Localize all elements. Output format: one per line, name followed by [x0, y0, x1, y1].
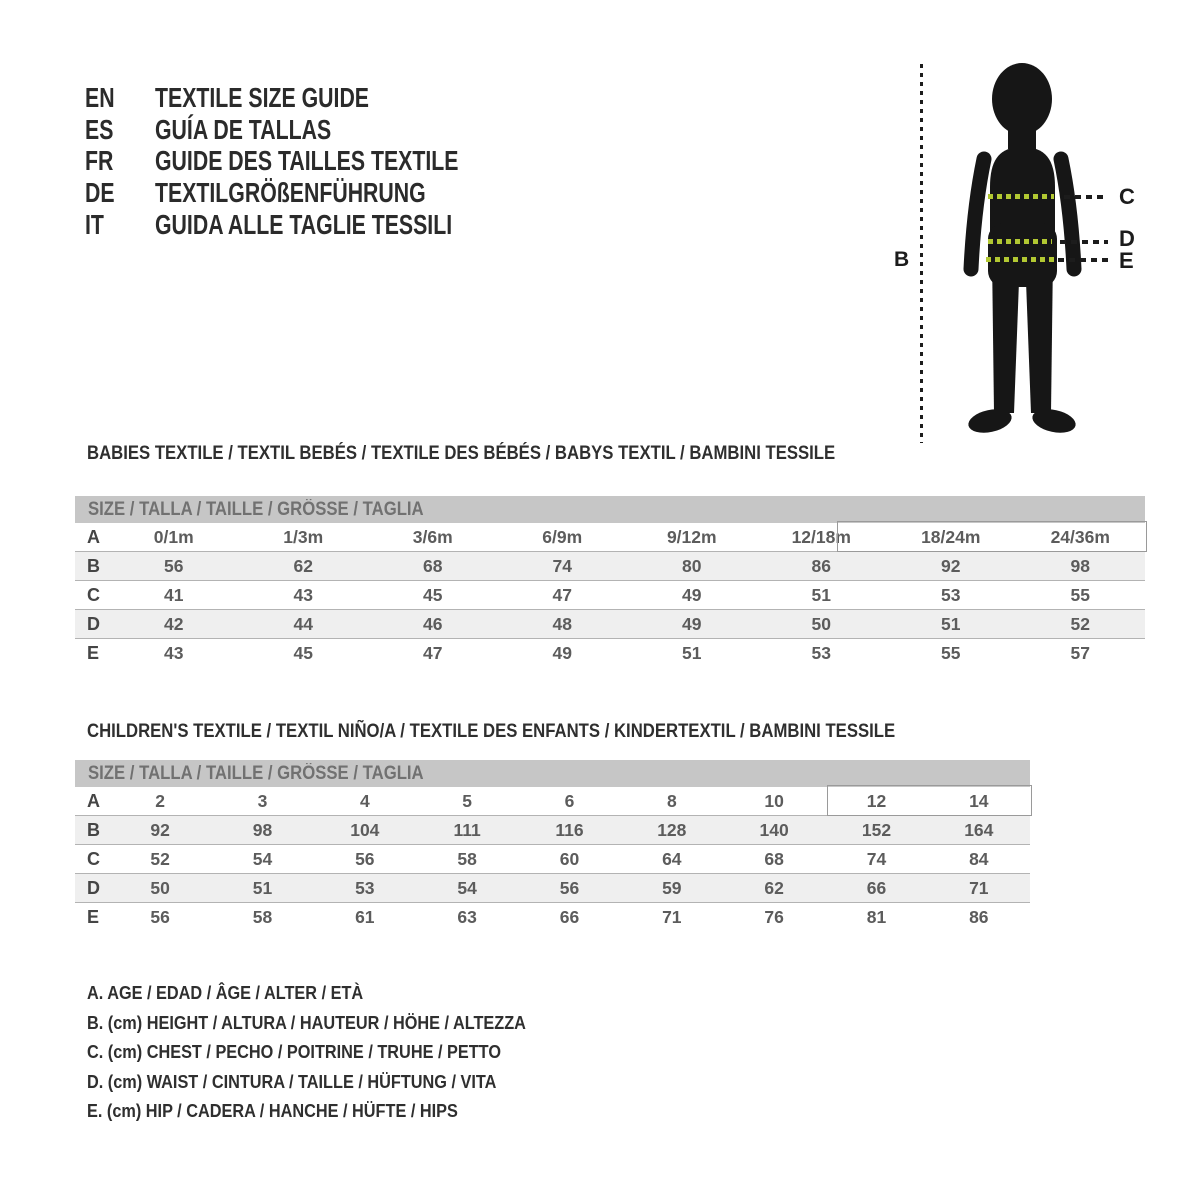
table-row-chest	[75, 581, 1145, 610]
table-cell: 46	[368, 610, 498, 639]
table-cell: 53	[314, 874, 416, 903]
waist-measure-line	[988, 239, 1052, 244]
table-cell: 116	[518, 816, 620, 845]
language-row	[85, 114, 554, 146]
language-code: EN	[85, 82, 115, 113]
table-cell: 42	[109, 610, 239, 639]
legend-row-waist: D. (cm) WAIST / CINTURA / TAILLE / HÜFTUNG / VITA	[87, 1070, 497, 1092]
table-cell: 55	[886, 639, 1016, 668]
row-label: B	[75, 816, 109, 845]
table-cell: 10	[764, 790, 784, 811]
table-cell: 98	[211, 816, 313, 845]
row-label: B	[75, 552, 109, 581]
table-cell: 71	[621, 903, 723, 932]
table-cell: 68	[368, 552, 498, 581]
table-cell: 86	[928, 903, 1030, 932]
table-cell: 57	[1016, 639, 1146, 668]
row-label: E	[75, 639, 109, 668]
table-cell: 58	[416, 845, 518, 874]
table-cell: 45	[239, 639, 369, 668]
waist-pointer-line	[1060, 240, 1108, 244]
babies-table-title: BABIES TEXTILE / TEXTIL BEBÉS / TEXTILE DES BÉBÉS / BABYS TEXTIL / BAMBINI TESSILE	[87, 443, 836, 464]
legend-row-age: A. AGE / EDAD / ÂGE / ALTER / ETÀ	[87, 982, 364, 1003]
language-code: FR	[85, 145, 114, 177]
table-cell: 53	[886, 581, 1016, 610]
table-row-height	[75, 552, 1145, 581]
table-cell: 66	[825, 874, 927, 903]
table-cell: 76	[723, 903, 825, 932]
hip-label: E	[1119, 248, 1134, 273]
table-cell: 12	[866, 790, 887, 811]
children-highlight-box	[827, 785, 1032, 816]
table-cell: 66	[518, 903, 620, 932]
chest-pointer-line	[1064, 195, 1108, 199]
table-cell: 74	[825, 845, 927, 874]
child-silhouette	[940, 55, 1110, 445]
table-cell: 80	[627, 552, 757, 581]
table-cell: 56	[109, 552, 239, 581]
table-header-row	[75, 760, 1030, 787]
table-cell: 43	[109, 639, 239, 668]
waist-label: D	[1119, 226, 1135, 251]
table-cell: 74	[498, 552, 628, 581]
table-cell: 128	[621, 816, 723, 845]
table-cell: 49	[627, 581, 757, 610]
table-cell: 54	[416, 874, 518, 903]
table-cell: 9/12m	[666, 526, 717, 547]
table-row-hip	[75, 903, 1030, 932]
table-cell: 92	[886, 552, 1016, 581]
row-label: D	[75, 610, 109, 639]
table-row-waist	[75, 874, 1030, 903]
language-label: GUIDA ALLE TAGLIE TESSILI	[155, 208, 453, 240]
table-cell: 18/24m	[921, 526, 981, 547]
babies-highlight-box	[837, 521, 1147, 552]
table-cell: 0/1m	[153, 526, 194, 547]
row-label: C	[75, 845, 109, 874]
table-cell: 84	[928, 845, 1030, 874]
table-cell: 24/36m	[1050, 526, 1110, 547]
table-cell: 6	[564, 790, 575, 811]
table-row-waist	[75, 610, 1145, 639]
table-cell: 51	[627, 639, 757, 668]
table-cell: 4	[359, 790, 370, 811]
language-row	[85, 82, 554, 114]
table-cell: 3/6m	[412, 526, 453, 547]
table-cell: 49	[627, 610, 757, 639]
language-list	[85, 82, 554, 240]
row-label: C	[75, 581, 109, 610]
table-cell: 56	[518, 874, 620, 903]
table-row-chest	[75, 845, 1030, 874]
table-cell: 92	[109, 816, 211, 845]
language-label: GUIDE DES TAILLES TEXTILE	[155, 145, 459, 177]
language-row	[85, 209, 554, 241]
language-code: IT	[85, 208, 104, 240]
height-dashed-line	[920, 64, 923, 443]
row-label: E	[75, 903, 109, 932]
table-cell: 111	[416, 816, 518, 845]
table-header: SIZE / TALLA / TAILLE / GRÖSSE / TAGLIA	[75, 496, 1145, 523]
language-code: ES	[85, 113, 114, 145]
legend-row-hip: E. (cm) HIP / CADERA / HANCHE / HÜFTE / HIPS	[87, 1100, 458, 1122]
table-header: SIZE / TALLA / TAILLE / GRÖSSE / TAGLIA	[75, 760, 1030, 787]
language-row	[85, 145, 554, 177]
row-label: D	[75, 874, 109, 903]
table-cell: 54	[211, 845, 313, 874]
table-cell: 62	[723, 874, 825, 903]
table-cell: 43	[239, 581, 369, 610]
table-cell: 55	[1016, 581, 1146, 610]
table-row-hip	[75, 639, 1145, 668]
table-cell: 63	[416, 903, 518, 932]
table-cell: 52	[1016, 610, 1146, 639]
table-cell: 8	[666, 790, 677, 811]
height-label: B	[894, 248, 910, 271]
table-cell: 152	[825, 816, 927, 845]
children-table-title: CHILDREN'S TEXTILE / TEXTIL NIÑO/A / TEXTILE DES ENFANTS / KINDERTEXTIL / BAMBINI TESSILE	[87, 721, 896, 742]
table-cell: 48	[498, 610, 628, 639]
table-cell: 50	[757, 610, 887, 639]
row-label: A	[87, 526, 100, 547]
table-header-row	[75, 496, 1145, 523]
table-cell: 49	[498, 639, 628, 668]
table-cell: 59	[621, 874, 723, 903]
chest-measure-line	[988, 194, 1054, 199]
table-cell: 58	[211, 903, 313, 932]
table-cell: 5	[462, 790, 473, 811]
table-cell: 98	[1016, 552, 1146, 581]
language-code: DE	[85, 177, 115, 209]
language-label: TEXTILGRÖßENFÜHRUNG	[155, 177, 426, 209]
table-cell: 1/3m	[283, 526, 324, 547]
hip-measure-line	[986, 257, 1054, 262]
table-cell: 81	[825, 903, 927, 932]
table-cell: 53	[757, 639, 887, 668]
measurement-legend	[87, 982, 586, 1130]
table-cell: 52	[109, 845, 211, 874]
table-cell: 140	[723, 816, 825, 845]
table-cell: 51	[757, 581, 887, 610]
table-cell: 14	[969, 790, 989, 811]
language-row	[85, 177, 554, 209]
chest-label: C	[1119, 184, 1135, 209]
table-cell: 60	[518, 845, 620, 874]
table-cell: 47	[368, 639, 498, 668]
table-cell: 12/18m	[791, 526, 851, 547]
table-cell: 68	[723, 845, 825, 874]
table-cell: 56	[314, 845, 416, 874]
table-cell: 164	[928, 816, 1030, 845]
language-label: GUÍA DE TALLAS	[155, 113, 332, 145]
table-cell: 51	[211, 874, 313, 903]
table-cell: 41	[109, 581, 239, 610]
table-cell: 47	[498, 581, 628, 610]
table-cell: 50	[109, 874, 211, 903]
table-cell: 44	[239, 610, 369, 639]
table-cell: 104	[314, 816, 416, 845]
table-cell: 64	[621, 845, 723, 874]
table-cell: 71	[928, 874, 1030, 903]
row-label: A	[87, 790, 100, 811]
legend-row-chest: C. (cm) CHEST / PECHO / POITRINE / TRUHE / PETTO	[87, 1041, 501, 1063]
legend-row-height: B. (cm) HEIGHT / ALTURA / HAUTEUR / HÖHE / ALTEZZA	[87, 1011, 526, 1033]
table-cell: 62	[239, 552, 369, 581]
table-cell: 61	[314, 903, 416, 932]
table-cell: 2	[155, 790, 166, 811]
table-cell: 56	[109, 903, 211, 932]
table-cell: 86	[757, 552, 887, 581]
table-cell: 3	[257, 790, 268, 811]
table-cell: 6/9m	[542, 526, 583, 547]
hip-pointer-line	[1058, 258, 1108, 262]
table-row-height	[75, 816, 1030, 845]
table-cell: 45	[368, 581, 498, 610]
table-cell: 51	[886, 610, 1016, 639]
language-label: TEXTILE SIZE GUIDE	[155, 82, 370, 113]
